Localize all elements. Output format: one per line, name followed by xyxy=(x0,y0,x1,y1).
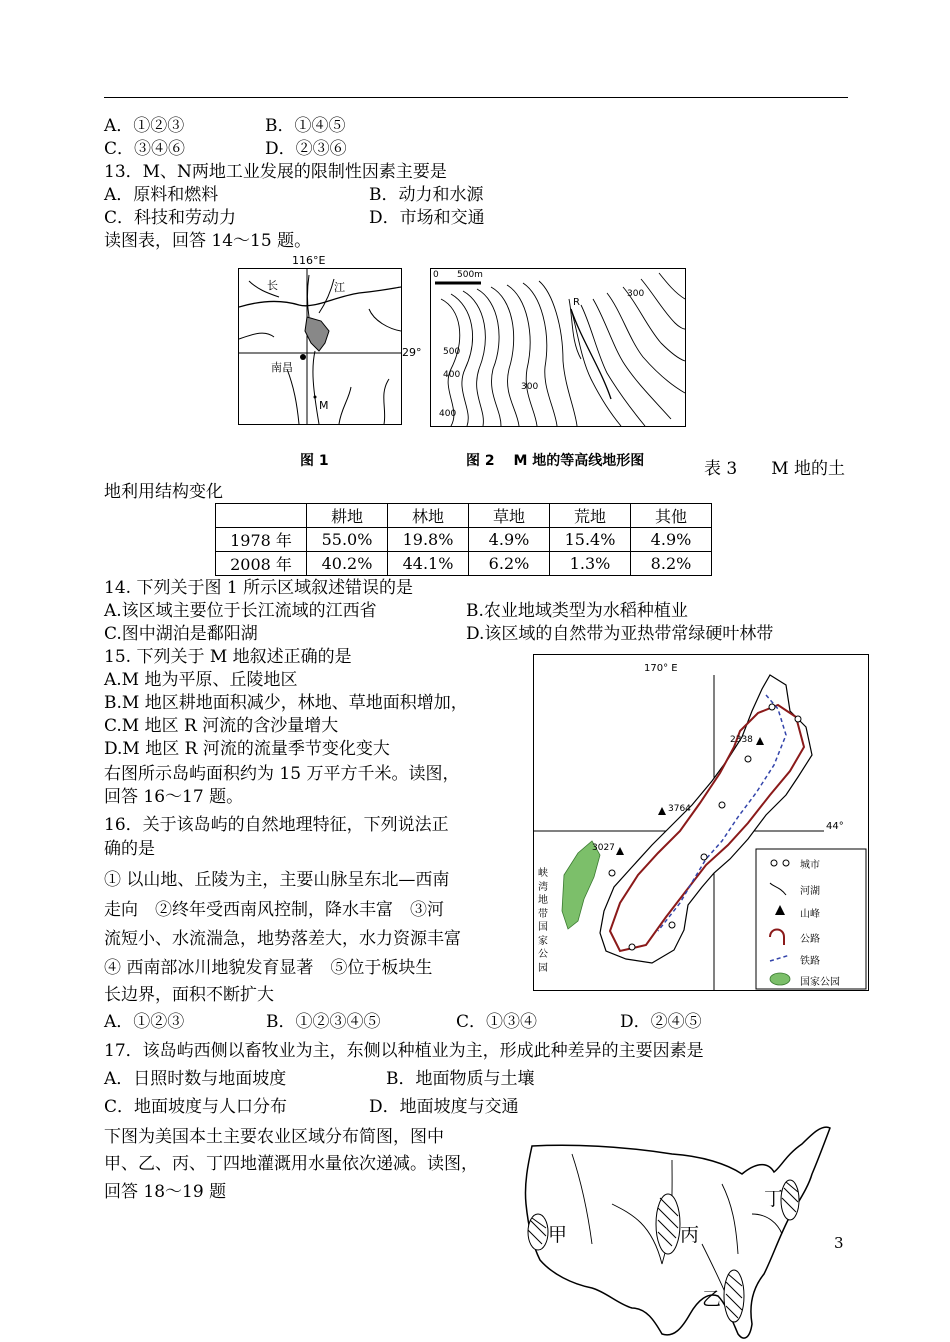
legend-peak: 山峰 xyxy=(800,909,820,920)
table-header-cell: 草地 xyxy=(469,504,550,528)
fig1-latitude-label: 29° xyxy=(402,346,422,359)
nz-peak-2338: 2338 xyxy=(730,735,753,745)
us-region-ding: 丁 xyxy=(764,1188,784,1210)
q15-option-c: C.M 地区 R 河流的含沙量增大 xyxy=(104,716,339,736)
table-cell: 19.8% xyxy=(388,528,469,552)
intro-14-15: 读图表，回答 14～15 题。 xyxy=(104,231,312,251)
us-region-yi: 乙 xyxy=(702,1288,722,1310)
fig2-river-r: R xyxy=(573,297,580,308)
legend-highway: 公路 xyxy=(800,934,820,945)
table-header-cell: 其他 xyxy=(631,504,712,528)
q16-option-a: A．①②③ xyxy=(104,1012,185,1032)
q14-option-c: C.图中湖泊是鄱阳湖 xyxy=(104,624,258,644)
q16-item-line: 流短小、水流湍急，地势落差大，水力资源丰富 xyxy=(104,929,461,949)
fig2-contour-400b: 400 xyxy=(439,409,457,419)
fig1-city-nanchang: 南昌 xyxy=(271,361,293,374)
south-island-map xyxy=(533,654,869,991)
q16-stem-line2: 确的是 xyxy=(104,839,155,859)
q12-option-b: B．①④⑤ xyxy=(265,116,346,136)
intro-18-19-line2: 甲、乙、丙、丁四地灌溉用水量依次递减。读图， xyxy=(104,1154,478,1174)
fig2-contour-400a: 400 xyxy=(443,370,461,380)
q13-option-d: D．市场和交通 xyxy=(369,208,485,228)
page-number: 3 xyxy=(834,1234,844,1252)
q16-item-line: 长边界，面积不断扩大 xyxy=(104,985,274,1005)
figure-1-map xyxy=(238,268,402,425)
fig1-caption: 图 1 xyxy=(300,453,329,469)
q17-option-c: C．地面坡度与人口分布 xyxy=(104,1097,288,1117)
legend-river-lake: 河湖 xyxy=(800,886,820,897)
q17-option-d: D．地面坡度与交通 xyxy=(369,1097,519,1117)
q15-stem: 15. 下列关于 M 地叙述正确的是 xyxy=(104,647,352,667)
fig2-contour-300b: 300 xyxy=(521,382,539,392)
intro-16-17-line2: 回答 16～17 题。 xyxy=(104,787,244,807)
q16-option-c: C．①③④ xyxy=(456,1012,538,1032)
table-cell: 4.9% xyxy=(631,528,712,552)
q13-option-a: A．原料和燃料 xyxy=(104,185,219,205)
table-cell: 2008 年 xyxy=(216,552,307,576)
figure-2-contour-map xyxy=(430,268,686,427)
q16-item-line: 走向 ②终年受西南风控制，降水丰富 ③河 xyxy=(104,900,444,920)
q13-option-b: B．动力和水源 xyxy=(369,185,484,205)
table-cell: 55.0% xyxy=(307,528,388,552)
fig1-longitude-label: 116°E xyxy=(292,254,326,267)
fig2-contour-500: 500 xyxy=(443,347,461,357)
land-use-table xyxy=(215,503,712,576)
table-cell: 6.2% xyxy=(469,552,550,576)
q15-option-a: A.M 地为平原、丘陵地区 xyxy=(104,670,298,690)
nz-latitude-label: 44° xyxy=(826,821,844,832)
q16-stem-line1: 16．关于该岛屿的自然地理特征，下列说法正 xyxy=(104,815,449,835)
fig2-contour-300a: 300 xyxy=(627,289,645,299)
q13-option-c: C．科技和劳动力 xyxy=(104,208,237,228)
national-park-label: 峡 湾 地 带 国 家 公 园 xyxy=(538,868,548,974)
q16-option-b: B．①②③④⑤ xyxy=(266,1012,381,1032)
table-header-row xyxy=(216,504,712,528)
q15-option-d: D.M 地区 R 河流的流量季节变化变大 xyxy=(104,739,390,759)
us-region-bing: 丙 xyxy=(680,1224,700,1246)
us-agriculture-map xyxy=(512,1124,842,1342)
legend-city: 城市 xyxy=(800,860,820,871)
intro-18-19-line1: 下图为美国本土主要农业区域分布简图，图中 xyxy=(104,1127,444,1147)
table-cell: 4.9% xyxy=(469,528,550,552)
fig1-point-m: M xyxy=(319,399,329,412)
table-cell: 15.4% xyxy=(550,528,631,552)
fig2-caption: 图 2 M 地的等高线地形图 xyxy=(466,453,645,469)
q16-item-line: ④ 西南部冰川地貌发育显著 ⑤位于板块生 xyxy=(104,958,433,978)
table3-title-a: 表 3 M 地的土 xyxy=(704,459,846,479)
nz-longitude-label: 170° E xyxy=(644,663,678,674)
table-cell: 1978 年 xyxy=(216,528,307,552)
q14-option-b: B.农业地域类型为水稻种植业 xyxy=(466,601,688,621)
table-cell: 40.2% xyxy=(307,552,388,576)
q14-stem: 14. 下列关于图 1 所示区域叙述错误的是 xyxy=(104,578,414,598)
fig1-label-chang: 长 xyxy=(267,279,278,292)
intro-18-19-line3: 回答 18～19 题 xyxy=(104,1182,227,1202)
table-row xyxy=(216,552,712,576)
legend-national-park: 国家公园 xyxy=(800,977,840,988)
q17-option-a: A．日照时数与地面坡度 xyxy=(104,1069,287,1089)
fig2-scale-distance: 500m xyxy=(457,270,483,280)
table-header-cell: 荒地 xyxy=(550,504,631,528)
q12-option-d: D．②③⑥ xyxy=(265,139,347,159)
table-row xyxy=(216,528,712,552)
q13-stem: 13．M、N两地工业发展的限制性因素主要是 xyxy=(104,162,447,182)
table-cell: 44.1% xyxy=(388,552,469,576)
table-header-cell xyxy=(216,504,307,528)
header-rule xyxy=(104,97,848,98)
table-cell: 8.2% xyxy=(631,552,712,576)
fig2-scale-zero: 0 xyxy=(433,270,439,280)
legend-railway: 铁路 xyxy=(800,956,820,967)
q15-option-b: B.M 地区耕地面积减少，林地、草地面积增加， xyxy=(104,693,468,713)
table-header-cell: 林地 xyxy=(388,504,469,528)
q14-option-d: D.该区域的自然带为亚热带常绿硬叶林带 xyxy=(466,624,774,644)
q16-option-d: D．②④⑤ xyxy=(620,1012,702,1032)
table3-title-b: 地利用结构变化 xyxy=(104,482,223,502)
q12-option-c: C．③④⑥ xyxy=(104,139,186,159)
q12-option-a: A．①②③ xyxy=(104,116,185,136)
nz-peak-3764: 3764 xyxy=(668,804,691,814)
q16-item-line: ① 以山地、丘陵为主，主要山脉呈东北—西南 xyxy=(104,870,450,890)
intro-16-17-line1: 右图所示岛屿面积约为 15 万平方千米。读图， xyxy=(104,764,460,784)
table-cell: 1.3% xyxy=(550,552,631,576)
q14-option-a: A.该区域主要位于长江流域的江西省 xyxy=(104,601,377,621)
us-region-jia: 甲 xyxy=(548,1224,568,1246)
nz-peak-3027: 3027 xyxy=(592,843,615,853)
table-header-cell: 耕地 xyxy=(307,504,388,528)
fig1-label-jiang: 江 xyxy=(334,281,345,294)
q17-stem: 17．该岛屿西侧以畜牧业为主，东侧以种植业为主，形成此种差异的主要因素是 xyxy=(104,1041,704,1061)
q17-option-b: B．地面物质与土壤 xyxy=(386,1069,535,1089)
